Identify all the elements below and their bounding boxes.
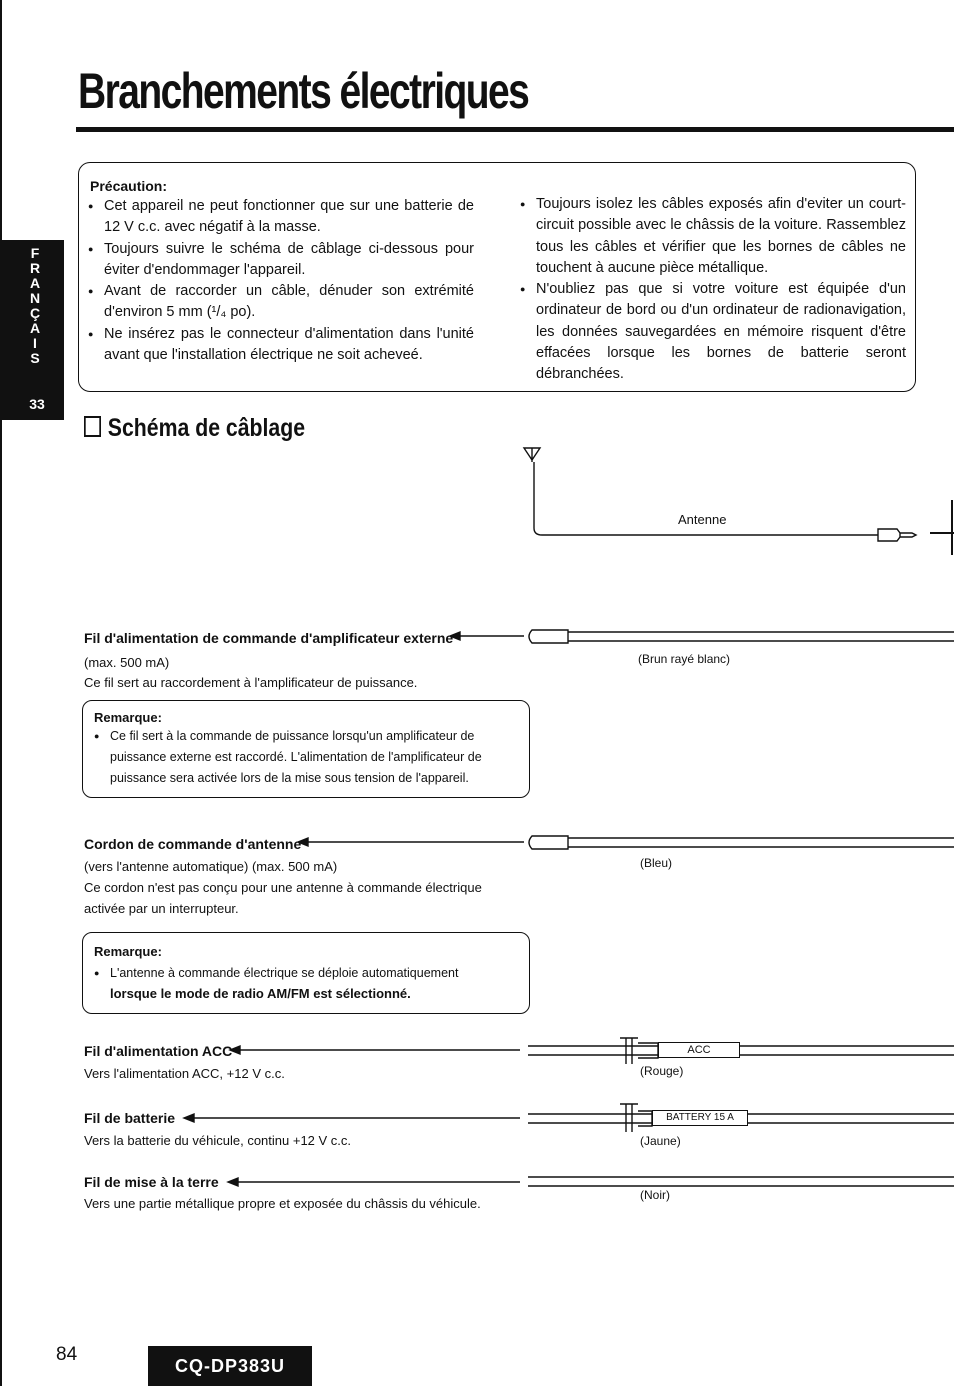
amp-wire-color: (Brun rayé blanc) [638,652,731,666]
acc-fuse-label: ACC [658,1042,740,1058]
side-tab-letter: F [30,245,40,261]
antenna-wire-note: (vers l'antenne automatique) (max. 500 mA) [84,859,338,874]
antenna-wire-color: (Bleu) [640,856,673,870]
model-badge: CQ-DP383U [148,1346,312,1386]
side-tab-letter: S [30,350,40,366]
acc-wire-color: (Rouge) [640,1064,684,1078]
amp-wire-note: Ce fil sert au raccordement à l'amplificateur de puissance. [84,675,418,690]
acc-fuse-holder [620,1038,658,1064]
antenna-wire-note: Ce cordon n'est pas conçu pour une antenne à commande électrique [84,880,482,895]
antenna-remark-bold: lorsque le mode de radio AM/FM est sélectionné. [110,986,411,1001]
ground-wire [528,1177,954,1186]
antenna-wire-terminal [529,836,568,849]
ground-wire-arrowhead [228,1178,238,1186]
ground-wire-label: Fil de mise à la terre [84,1174,219,1190]
battery-wire-arrowhead [184,1114,194,1122]
battery-wire-color: (Jaune) [640,1134,681,1148]
amp-wire-note: (max. 500 mA) [84,655,170,670]
antenna-remark-item: ● L'antenne à commande électrique se déploie automatiquement [94,963,524,984]
side-tab-letter: N [29,290,41,306]
side-tab-page-number: 33 [29,396,45,412]
battery-fuse-label: BATTERY 15 A [652,1110,748,1126]
side-tab-letter: A [29,275,41,291]
page-title: Branchements électriques [78,63,529,119]
battery-wire-label: Fil de batterie [84,1110,176,1126]
antenna-label: Antenne [678,512,727,527]
caution-title: Précaution: [90,178,168,194]
section-title-text: Schéma de câblage [107,414,306,442]
side-tab-letter: I [33,335,37,351]
antenna-remark-text [94,963,524,984]
amp-wire-terminal [529,630,568,643]
acc-wire-note: Vers l'alimentation ACC, +12 V c.c. [84,1066,285,1081]
side-tab-letter: A [29,320,41,336]
caution-item: ● Ne insérez pas le connecteur d'alimentation dans l'unité avant que l'installation électrique ne soit acheveé. [88,324,474,367]
caution-item: ● N'oubliez pas que si votre voiture est équipée d'un ordinateur de bord ou d'un ordinateur de radionavigation, les données sauvegardées en mémoire risquent d'être effacées lorsque les bornes de batterie seront débranchées. [520,279,906,385]
ground-wire-color: (Noir) [640,1188,670,1202]
antenna-plug-icon [878,529,916,541]
battery-fuse-holder [620,1104,652,1132]
caution-item: ● Toujours isolez les câbles exposés afin d'eviter un court-circuit possible avec le châssis de la voiture. Rassemblez tous les câbles et vérifier que les bornes de câbles ne touchent à aucune pièce métallique. [520,194,906,279]
side-tab-letter: Ç [29,305,41,321]
ground-wire-note: Vers une partie métallique propre et exposée du châssis du véhicule. [84,1196,481,1211]
amp-wire-label: Fil d'alimentation de commande d'amplificateur externe [84,630,454,646]
amp-remark-text [94,726,524,789]
antenna-control-wire [568,838,954,847]
antenna-wire-label: Cordon de commande d'antenne [84,836,302,852]
caution-item: ● Cet appareil ne peut fonctionner que sur une batterie de 12 V c.c. avec négatif à la masse. [88,196,474,239]
battery-wire-note: Vers la batterie du véhicule, continu +12 V c.c. [84,1133,352,1148]
acc-wire-label: Fil d'alimentation ACC [84,1043,233,1059]
caution-item: ● Avant de raccorder un câble, dénuder son extrémité d'environ 5 mm (¹/₄ po). [88,281,474,324]
antenna-wire-note: activée par un interrupteur. [84,901,239,916]
amp-remark-title: Remarque: [94,710,162,725]
side-tab-letter: R [29,260,41,276]
amp-wire [568,632,954,641]
amp-remark-item: ● Ce fil sert à la commande de puissance lorsqu'un amplificateur de puissance externe est raccordé. L'alimentation de l'amplificateur de puissance sera activée lors de la mise sous tension de l'appareil. [94,726,524,789]
antenna-remark-title: Remarque: [94,944,162,959]
antenna-symbol-icon [524,448,540,462]
page-number: 84 [56,1344,78,1365]
caution-item: ● Toujours suivre le schéma de câblage ci-dessous pour éviter d'endommager l'appareil. [88,239,474,282]
acc-wire [528,1046,954,1055]
